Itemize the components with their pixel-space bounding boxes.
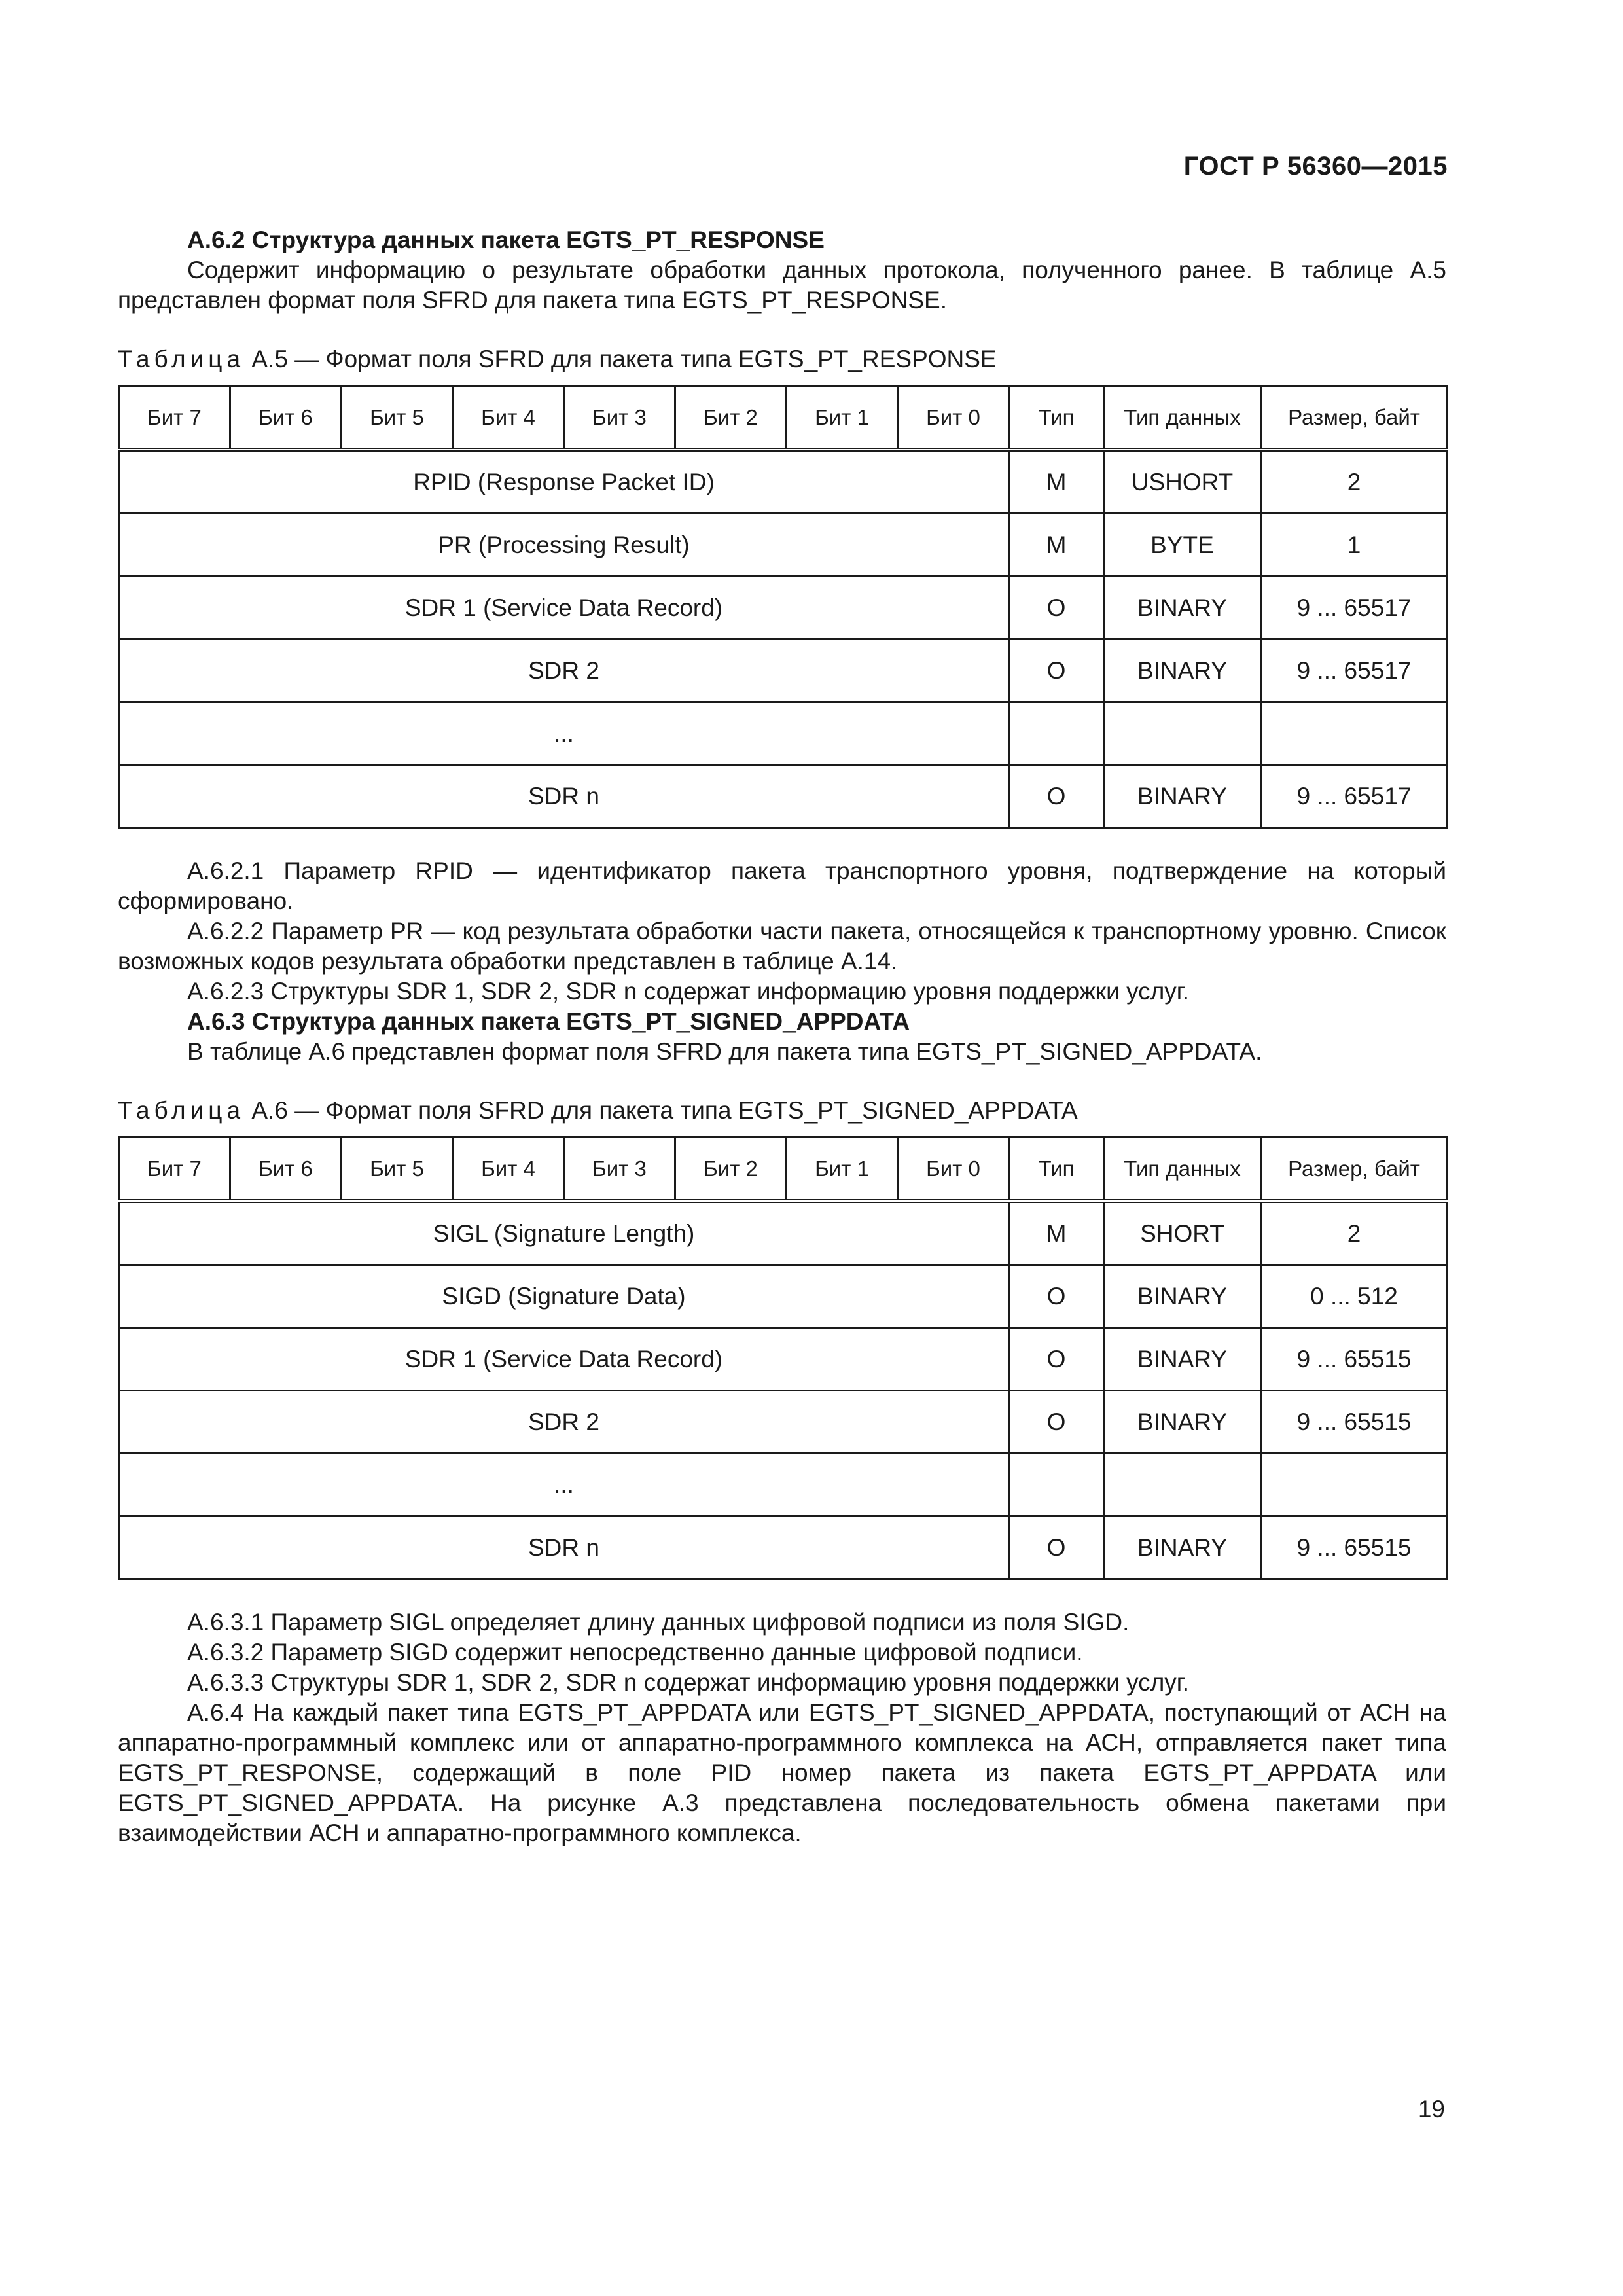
type-cell: M: [1009, 1201, 1104, 1265]
header-cell: Бит 5: [342, 1138, 453, 1202]
field-cell: SIGL (Signature Length): [119, 1201, 1009, 1265]
datatype-cell: SHORT: [1104, 1201, 1261, 1265]
size-cell: 9 ... 65517: [1261, 639, 1448, 702]
paragraph-a633: А.6.3.3 Структуры SDR 1, SDR 2, SDR n содержат информацию уровня поддержки услуг.: [187, 1669, 1190, 1696]
field-cell: SIGD (Signature Data): [119, 1265, 1009, 1328]
size-cell: 9 ... 65515: [1261, 1328, 1448, 1391]
paragraph-a623: А.6.2.3 Структуры SDR 1, SDR 2, SDR n содержат информацию уровня поддержки услуг.: [187, 978, 1190, 1005]
size-cell: 9 ... 65517: [1261, 765, 1448, 828]
header-cell: Бит 7: [119, 1138, 230, 1202]
page-number: 19: [1418, 2096, 1445, 2123]
header-cell: Бит 2: [675, 1138, 787, 1202]
field-cell: SDR 1 (Service Data Record): [119, 577, 1009, 639]
size-cell: 2: [1261, 1201, 1448, 1265]
paragraph-a632: А.6.3.2 Параметр SIGD содержит непосредственно данные цифровой подписи.: [187, 1639, 1083, 1666]
datatype-cell: [1104, 1454, 1261, 1516]
type-cell: O: [1009, 1265, 1104, 1328]
table-row: [119, 450, 1448, 514]
table-header-row: [119, 386, 1448, 450]
datatype-cell: USHORT: [1104, 450, 1261, 514]
header-cell: Бит 0: [898, 1138, 1009, 1202]
table-row: [119, 1454, 1448, 1516]
size-cell: 2: [1261, 450, 1448, 514]
size-cell: 9 ... 65515: [1261, 1391, 1448, 1454]
table-a6: [118, 1136, 1448, 1580]
paragraph-a631: А.6.3.1 Параметр SIGL определяет длину данных цифровой подписи из поля SIGD.: [187, 1609, 1130, 1636]
section-intro-a63: В таблице А.6 представлен формат поля SFRD для пакета типа EGTS_PT_SIGNED_APPDATA.: [187, 1038, 1262, 1065]
header-cell: Бит 4: [453, 1138, 564, 1202]
field-cell: ...: [119, 1454, 1009, 1516]
header-cell: Бит 7: [119, 386, 230, 450]
field-cell: ...: [119, 702, 1009, 765]
type-cell: M: [1009, 450, 1104, 514]
table-row: [119, 1516, 1448, 1579]
header-cell: Тип: [1009, 1138, 1104, 1202]
type-cell: O: [1009, 1516, 1104, 1579]
datatype-cell: BINARY: [1104, 1391, 1261, 1454]
type-cell: [1009, 702, 1104, 765]
table-row: [119, 702, 1448, 765]
table-row: [119, 514, 1448, 577]
caption-label: Таблица: [118, 1097, 245, 1124]
section-title-a63: А.6.3 Структура данных пакета EGTS_PT_SIGNED_APPDATA: [187, 1008, 910, 1035]
caption-text: А.5 — Формат поля SFRD для пакета типа EGTS_PT_RESPONSE: [245, 346, 997, 372]
header-cell: Бит 6: [230, 1138, 342, 1202]
size-cell: [1261, 1454, 1448, 1516]
type-cell: M: [1009, 514, 1104, 577]
table-a5: [118, 385, 1448, 829]
size-cell: [1261, 702, 1448, 765]
header-cell: Тип данных: [1104, 1138, 1261, 1202]
datatype-cell: [1104, 702, 1261, 765]
table-caption-a6: [118, 1096, 1446, 1126]
type-cell: [1009, 1454, 1104, 1516]
header-cell: Бит 5: [342, 386, 453, 450]
paragraph-a621: А.6.2.1 Параметр RPID — идентификатор пакета транспортного уровня, подтверждение на который сформировано.: [118, 857, 1446, 914]
header-cell: Бит 1: [787, 1138, 898, 1202]
table-row: [119, 1265, 1448, 1328]
header-cell: Бит 4: [453, 386, 564, 450]
table-row: [119, 1201, 1448, 1265]
table-row: [119, 765, 1448, 828]
type-cell: O: [1009, 765, 1104, 828]
datatype-cell: BYTE: [1104, 514, 1261, 577]
header-cell: Размер, байт: [1261, 1138, 1448, 1202]
datatype-cell: BINARY: [1104, 1516, 1261, 1579]
size-cell: 1: [1261, 514, 1448, 577]
field-cell: SDR n: [119, 765, 1009, 828]
paragraph-a64: А.6.4 На каждый пакет типа EGTS_PT_APPDATA или EGTS_PT_SIGNED_APPDATA, поступающий от АСН на аппаратно-программный комплекс или от аппаратно-программного комплекса на АСН, отправляется пакет типа EGTS_PT_RESPONSE, содержащий в поле PID номер пакета из пакета EGTS_PT_APPDATA или EGTS_PT_SIGNED_APPDATA. На рисунке А.3 представлена последовательность обмена пакетами при взаимодействии АСН и аппаратно-программного комплекса.: [118, 1699, 1446, 1846]
page-content: [118, 225, 1446, 1848]
field-cell: PR (Processing Result): [119, 514, 1009, 577]
header-cell: Бит 2: [675, 386, 787, 450]
header-cell: Тип: [1009, 386, 1104, 450]
header-cell: Бит 1: [787, 386, 898, 450]
field-cell: SDR n: [119, 1516, 1009, 1579]
type-cell: O: [1009, 1328, 1104, 1391]
table-row: [119, 1328, 1448, 1391]
size-cell: 9 ... 65515: [1261, 1516, 1448, 1579]
field-cell: SDR 2: [119, 1391, 1009, 1454]
header-cell: Тип данных: [1104, 386, 1261, 450]
field-cell: SDR 2: [119, 639, 1009, 702]
section-intro-a62: Содержит информацию о результате обработки данных протокола, полученного ранее. В таблице А.5 представлен формат поля SFRD для пакета типа EGTS_PT_RESPONSE.: [118, 257, 1446, 314]
datatype-cell: BINARY: [1104, 1328, 1261, 1391]
size-cell: 9 ... 65517: [1261, 577, 1448, 639]
datatype-cell: BINARY: [1104, 639, 1261, 702]
header-cell: Бит 0: [898, 386, 1009, 450]
section-title-a62: А.6.2 Структура данных пакета EGTS_PT_RESPONSE: [187, 226, 825, 253]
table-caption-a5: [118, 344, 1446, 374]
datatype-cell: BINARY: [1104, 1265, 1261, 1328]
header-cell: Бит 6: [230, 386, 342, 450]
datatype-cell: BINARY: [1104, 577, 1261, 639]
header-cell: Бит 3: [564, 1138, 675, 1202]
table-header-row: [119, 1138, 1448, 1202]
field-cell: SDR 1 (Service Data Record): [119, 1328, 1009, 1391]
table-row: [119, 639, 1448, 702]
type-cell: O: [1009, 639, 1104, 702]
caption-text: А.6 — Формат поля SFRD для пакета типа EGTS_PT_SIGNED_APPDATA: [245, 1097, 1078, 1124]
field-cell: RPID (Response Packet ID): [119, 450, 1009, 514]
table-row: [119, 577, 1448, 639]
size-cell: 0 ... 512: [1261, 1265, 1448, 1328]
header-cell: Размер, байт: [1261, 386, 1448, 450]
datatype-cell: BINARY: [1104, 765, 1261, 828]
paragraph-a622: А.6.2.2 Параметр PR — код результата обработки части пакета, относящейся к транспортному уровню. Список возможных кодов результата обработки представлен в таблице А.14.: [118, 918, 1446, 975]
caption-label: Таблица: [118, 346, 245, 372]
type-cell: O: [1009, 1391, 1104, 1454]
type-cell: O: [1009, 577, 1104, 639]
table-row: [119, 1391, 1448, 1454]
document-code: ГОСТ Р 56360—2015: [1183, 152, 1448, 181]
header-cell: Бит 3: [564, 386, 675, 450]
